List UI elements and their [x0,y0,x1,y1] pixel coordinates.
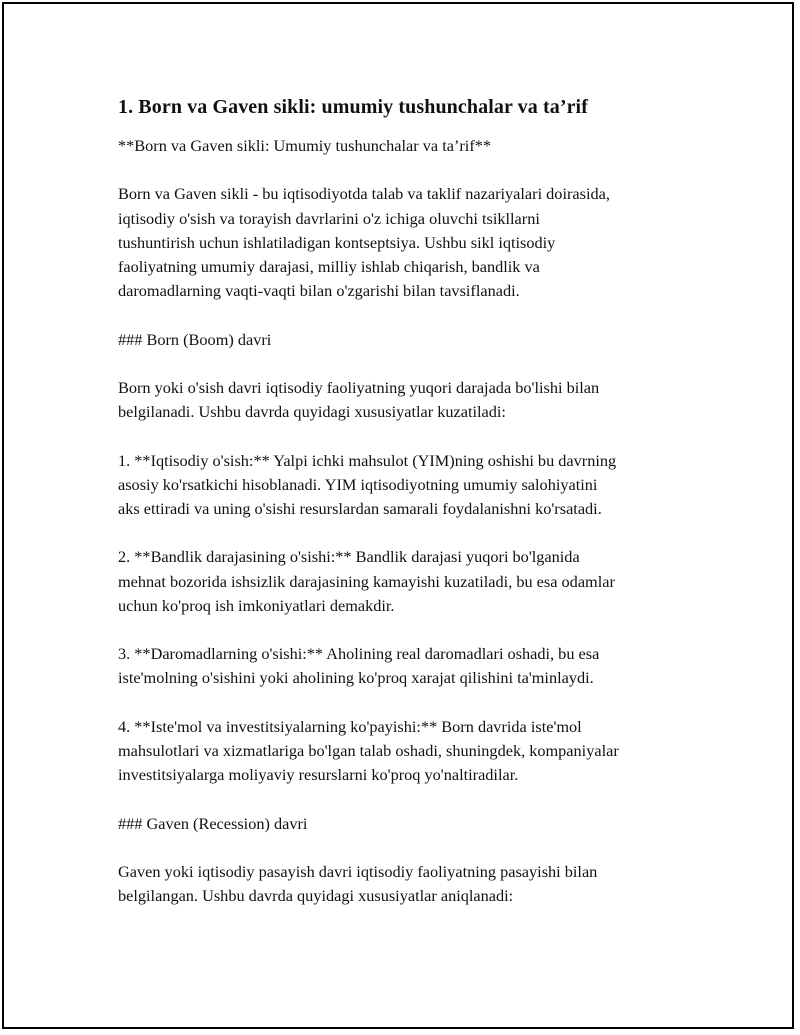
intro-paragraph: Born va Gaven sikli - bu iqtisodiyotda talab va taklif nazariyalari doirasida, iqtisodiy o'sish va torayish davrlarini o'z ichiga oluvchi tsikllarni tushuntirish uchun ishlatiladigan kontseptsiya. Ushbu sikl iqtisodiy faoliyatning umumiy darajasi, milliy ishlab chiqarish, bandlik va daromadlarning vaqti-vaqti bilan o'zgarishi bilan tavsiflanadi. [118,184,610,301]
subheading-recession: ### Gaven (Recession) davri [118,813,308,833]
subheading-boom: ### Born (Boom) davri [118,329,272,349]
document-body [118,92,693,908]
bold-title-paragraph: **Born va Gaven sikli: Umumiy tushunchalar va ta’rif** [118,136,492,155]
list-item-2: 2. **Bandlik darajasining o'sishi:** Bandlik darajasi yuqori bo'lganida mehnat bozorida ishsizlik darajasining kamayishi kuzatiladi, bu esa odamlar uchun ko'proq ish imkoniyatlari demakdir. [118,547,615,615]
recession-intro-paragraph: Gaven yoki iqtisodiy pasayish davri iqtisodiy faoliyatning pasayishi bilan belgilangan. Ushbu davrda quyidagi xususiyatlar aniqlanadi: [118,861,598,906]
section-heading: 1. Born va Gaven sikli: umumiy tushunchalar va ta’rif [118,96,588,118]
list-item-4: 4. **Iste'mol va investitsiyalarning ko'payishi:** Born davrida iste'mol mahsulotlari va xizmatlariga bo'lgan talab oshadi, shuningdek, kompaniyalar investitsiyalarga moliyaviy resurslarni ko'proq yo'naltiradilar. [118,716,619,785]
boom-intro-paragraph: Born yoki o'sish davri iqtisodiy faoliyatning yuqori darajada bo'lishi bilan belgilanadi. Ushbu davrda quyidagi xususiyatlar kuzatiladi: [118,377,600,422]
list-item-1: 1. **Iqtisodiy o'sish:** Yalpi ichki mahsulot (YIM)ning oshishi bu davrning asosiy ko'rsatkichi hisoblanadi. YIM iqtisodiyotning umumiy salohiyatini aks ettiradi va uning o'sishi resurslardan samarali foydalanishni ko'rsatadi. [118,450,617,518]
list-item-3: 3. **Daromadlarning o'sishi:** Aholining real daromadlari oshadi, bu esa iste'molning o'sishini yoki aholining ko'proq xarajat qilishini ta'minlaydi. [118,644,600,688]
